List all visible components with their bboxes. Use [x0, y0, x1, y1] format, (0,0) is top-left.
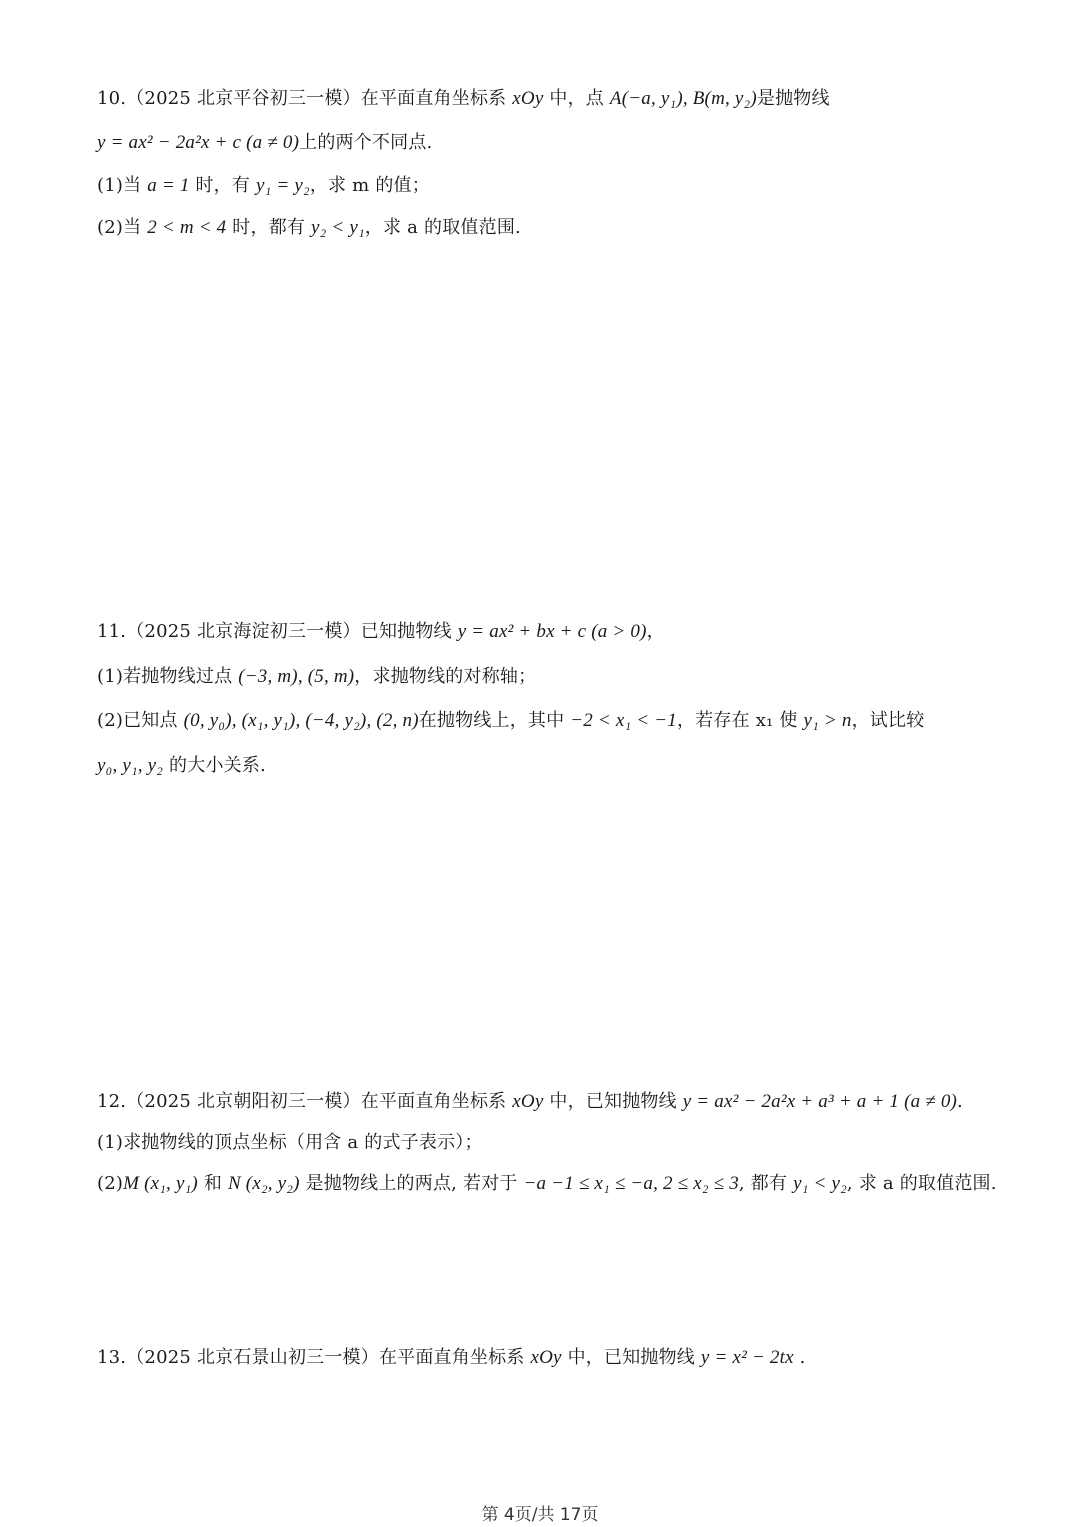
q11-part-2: (2)已知点 (0, y₀), (x₁, y₁), (−4, y₂), (2, n)在抛物线上，其中 −2 < x₁ < −1，若存在 x₁ 使 y₁ > n，试比较 [97, 710, 925, 731]
q11-part-1: (1)若抛物线过点 (−3, m), (5, m)，求抛物线的对称轴； [97, 666, 537, 687]
q11-line-1: 11.（2025 北京海淀初三一模）已知抛物线 y = ax² + bx + c (a > 0)， [97, 621, 665, 642]
q12-line-1: 12.（2025 北京朝阳初三一模）在平面直角坐标系 xOy 中，已知抛物线 y = ax² − 2a²x + a³ + a + 1 (a ≠ 0). [97, 1091, 963, 1112]
q12-part-1: (1)求抛物线的顶点坐标（用含 a 的式子表示）； [97, 1132, 483, 1153]
page-footer: 第 4页/共 17页 [481, 1505, 599, 1525]
q10-part-1: (1)当 a = 1 时，有 y₁ = y₂，求 m 的值； [97, 175, 430, 196]
q12-part-2: (2)M (x₁, y₁) 和 N (x₂, y₂) 是抛物线上的两点, 若对于 −a −1 ≤ x₁ ≤ −a, 2 ≤ x₂ ≤ 3, 都有 y₁ < y₂, 求 a 的取值范围. [97, 1173, 997, 1194]
q13-line-1: 13.（2025 北京石景山初三一模）在平面直角坐标系 xOy 中，已知抛物线 y = x² − 2tx . [97, 1347, 806, 1368]
q10-part-2: (2)当 2 < m < 4 时，都有 y₂ < y₁，求 a 的取值范围. [97, 217, 521, 238]
q11-part-2-line-2: y₀, y₁, y₂ 的大小关系. [97, 755, 266, 776]
q10-line-1: 10.（2025 北京平谷初三一模）在平面直角坐标系 xOy 中，点 A(−a, y₁), B(m, y₂)是抛物线 [97, 88, 830, 109]
q10-line-2: y = ax² − 2a²x + c (a ≠ 0)上的两个不同点. [97, 132, 433, 153]
